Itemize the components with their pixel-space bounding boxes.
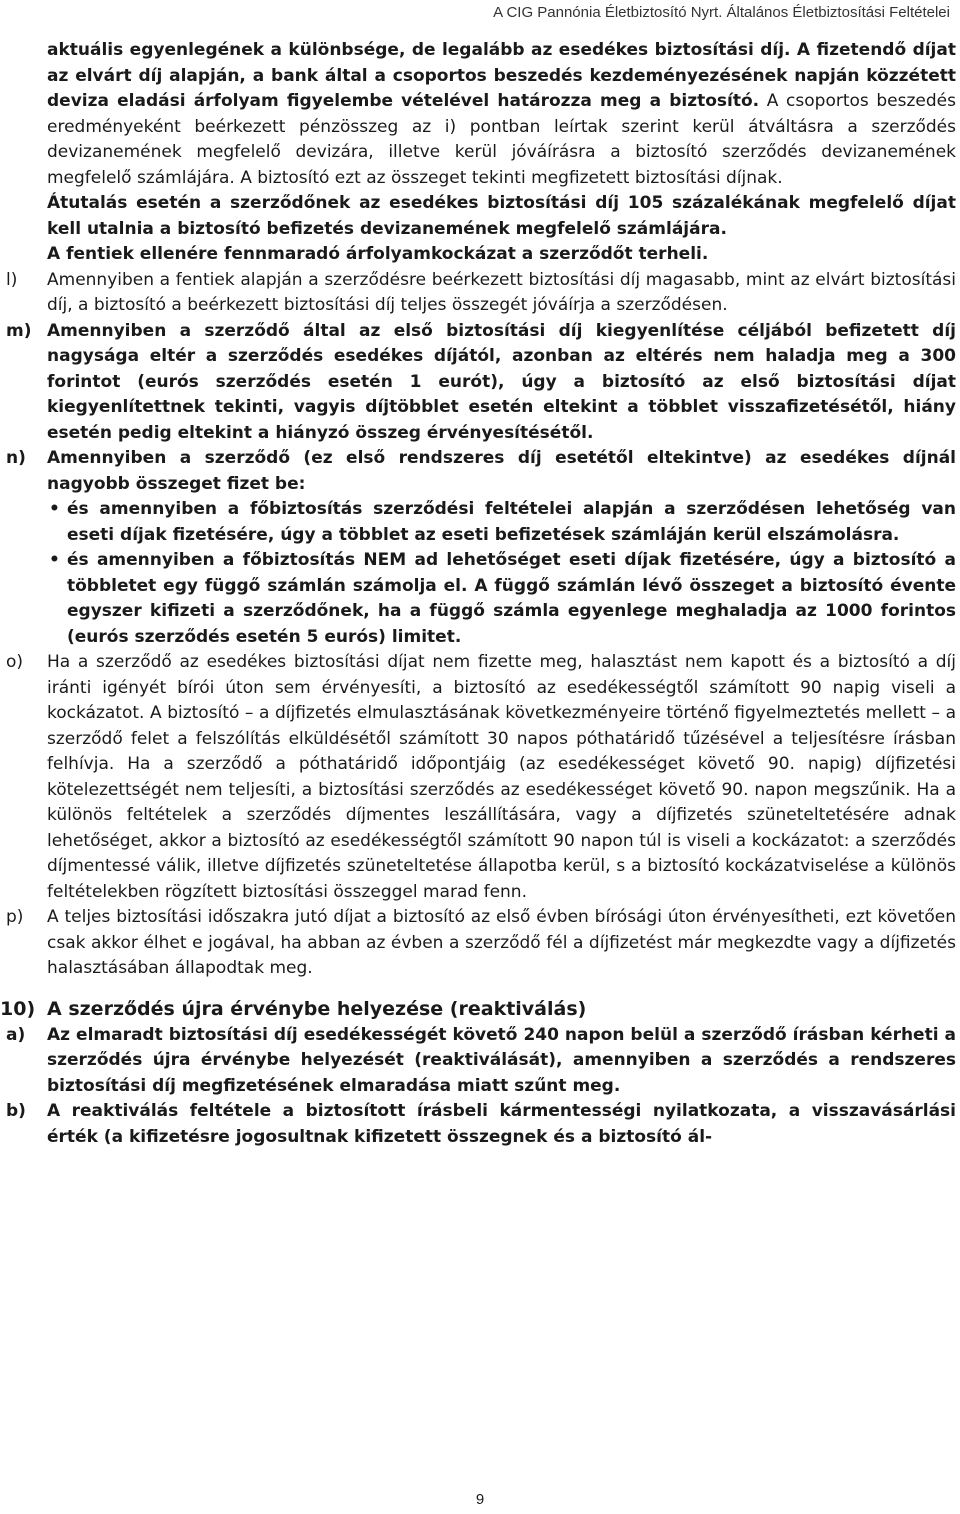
item-label: p) bbox=[6, 907, 24, 927]
section-title: A szerződés újra érvénybe helyezése (reaktiválás) bbox=[47, 997, 587, 1020]
item-text: Amennyiben a fentiek alapján a szerződésre beérkezett biztosítási díj magasabb, mint az elvárt biztosítási díj, a biztosító a beérkezett biztosítási díj teljes összegét jóváírja a szerződésen. bbox=[47, 269, 956, 315]
document-body bbox=[0, 38, 960, 1150]
item-label: n) bbox=[6, 448, 26, 468]
intro-normal-text: A csoportos beszedés eredményeként beérkezett pénzösszeg az i) pontban leírtak szerint kerül átváltásra a szerződés devizanemének megfelelő devizára, illetve kerül jóváírásra a biztosító szerződés devizanemének megfelelő számlájára. A biztosító ezt az összeget tekinti megfizetett biztosítási díjnak. bbox=[47, 91, 956, 188]
section10-item-b bbox=[0, 1099, 960, 1150]
running-header: A CIG Pannónia Életbiztosító Nyrt. Általános Életbiztosítási Feltételei bbox=[493, 4, 950, 21]
item-text: Ha a szerződő az esedékes biztosítási díjat nem fizette meg, halasztást nem kapott és a biztosító a díj iránti igényét bírói úton sem érvényesíti, a biztosító az esedékességtől számított 90 napig viseli a kockázatot. A biztosító – a díjfizetés elmulasztásának következményeire történő figyelmeztetés mellett – a szerződő felet a felszólítás elküldésétől számított 30 napos póthatáridő tűzésével a teljesítésre írásban felhívja. Ha a szerződő a póthatáridő időpontjáig (az esedékességet követő 90. napig) díjfizetési kötelezettségét nem teljesíti, a biztosítási szerződés az esedékességet követő 90. napon megszűnik. Ha a különös feltételek a szerződés díjmentes leszállítására, vagy a díjfizetés szüneteltetésére adnak lehetőséget, akkor a biztosító az esedékességtől számított 90 napon túl is viseli a kockázatot: a szerződés díjmentessé válik, illetve díjfizetés szüneteltetése állapotba kerül, s a biztosító kockázatviselése a különös feltételekben rögzített biztosítási összeggel marad fenn. bbox=[47, 652, 956, 902]
item-n bbox=[0, 446, 960, 497]
intro-bold-text: aktuális egyenlegének a különbsége, de legalább az esedékes biztosítási díj. A fizetendő díjat az elvárt díj alapján, a bank által a csoportos beszedés kezdeményezésének napján közzétett deviza eladási árfolyam figyelembe vételével határozza meg a biztosító. bbox=[47, 40, 956, 111]
item-m bbox=[0, 319, 960, 447]
bullet-text: és amennyiben a főbiztosítás NEM ad lehetőséget eseti díjak fizetésére, úgy a biztosító a többletet egy függő számlán számolja el. A függő számlán lévő összeget a biztosító évente egyszer kifizeti a szerződőnek, ha a függő számla egyenlege meghaladja az 1000 forintos (eurós szerződés esetén 5 eurós) limitet. bbox=[67, 550, 956, 647]
bullet-icon: • bbox=[49, 499, 60, 519]
item-text: A reaktiválás feltétele a biztosított írásbeli kármentességi nyilatkozata, a visszavásárlási érték (a kifizetésre jogosultnak kifizetett összegnek és a biztosító ál- bbox=[47, 1101, 956, 1147]
bullet-text: és amennyiben a főbiztosítás szerződési feltételei alapján a szerződésen lehetőség van eseti díjak fizetésére, úgy a többlet az eseti befizetések számláján kerül elszámolásra. bbox=[67, 499, 956, 545]
section-10-heading bbox=[0, 996, 960, 1023]
bullet-item bbox=[0, 497, 960, 548]
item-p bbox=[0, 905, 960, 982]
section-number: 10) bbox=[0, 997, 36, 1020]
item-text: Az elmaradt biztosítási díj esedékességét követő 240 napon belül a szerződő írásban kérheti a szerződés újra érvénybe helyezését (reaktiválását), amennyiben a szerződés a rendszeres biztosítási díj megfizetésének elmaradása miatt szűnt meg. bbox=[47, 1024, 956, 1096]
item-text: Amennyiben a szerződő által az első biztosítási díj kiegyenlítése céljából befizetett díj nagysága eltér a szerződés esedékes díjától, azonban az eltérés nem haladja meg a 300 forintot (eurós szerződés esetén 1 eurót), úgy a biztosító az első biztosítási díjat kiegyenlítettnek tekinti, vagyis díjtöbblet esetén eltekint a többlet visszafizetésétől, hiány esetén pedig eltekint a hiányzó összeg érvényesítésétől. bbox=[47, 320, 956, 443]
intro-paragraph bbox=[47, 38, 956, 191]
item-label: l) bbox=[6, 269, 18, 290]
bullet-icon: • bbox=[49, 550, 60, 570]
page-number: 9 bbox=[475, 1491, 485, 1508]
item-label: m) bbox=[6, 320, 32, 341]
section10-item-a bbox=[0, 1023, 960, 1100]
exchange-risk-paragraph: A fentiek ellenére fennmaradó árfolyamkockázat a szerződőt terheli. bbox=[47, 244, 709, 264]
item-text: A teljes biztosítási időszakra jutó díjat a biztosító az első évben bírósági úton érvényesítheti, ezt követően csak akkor élhet e jogával, ha abban az évben a szerződő fél a díjfizetést már megkezdte vagy a díjfizetés halasztásában állapodtak meg. bbox=[47, 907, 956, 978]
item-text: Amennyiben a szerződő (ez első rendszeres díj esetétől eltekintve) az esedékes díjnál nagyobb összeget fizet be: bbox=[47, 448, 956, 494]
item-label: o) bbox=[6, 652, 24, 672]
item-l bbox=[0, 268, 960, 319]
item-label: a) bbox=[6, 1024, 26, 1045]
transfer-paragraph: Átutalás esetén a szerződőnek az esedékes biztosítási díj 105 százalékának megfelelő díjat kell utalnia a biztosító befizetés devizanemének megfelelő számlájára. bbox=[47, 193, 956, 239]
bullet-item bbox=[0, 548, 960, 650]
item-o bbox=[0, 650, 960, 905]
item-label: b) bbox=[6, 1101, 26, 1121]
